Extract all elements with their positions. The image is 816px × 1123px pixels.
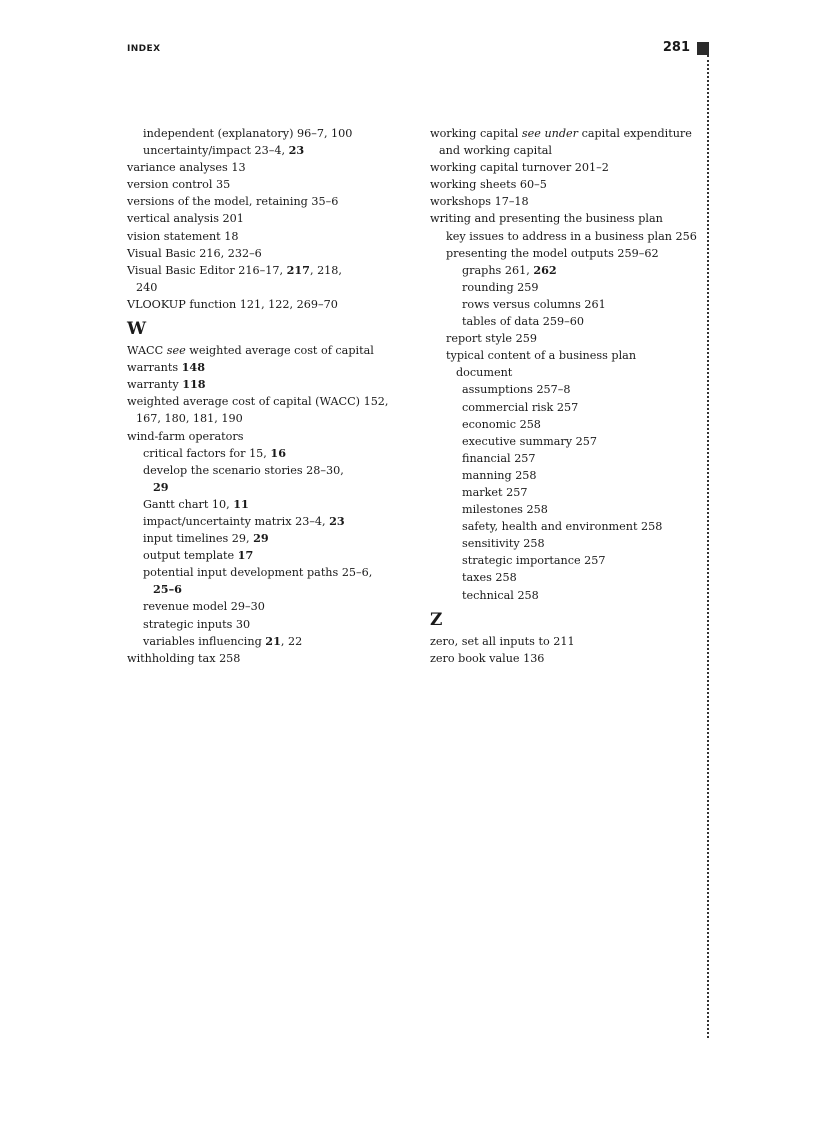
index-entry-text: Visual Basic Editor 216–17,: [127, 263, 287, 277]
index-entry-text: WACC: [127, 344, 167, 358]
index-entry: [127, 393, 412, 427]
index-entry-text: 29: [253, 531, 269, 546]
index-entry: [127, 376, 412, 393]
index-entry-text: working sheets 60–5: [430, 178, 547, 192]
index-entry-text: 23: [288, 143, 305, 158]
index-entry-text: Visual Basic 216, 232–6: [127, 246, 262, 260]
index-entry-text: commercial risk 257: [462, 400, 579, 414]
page-edge-rule: [707, 55, 709, 1038]
index-entry-text: versions of the model, retaining 35–6: [127, 195, 339, 209]
index-entry-text: key issues to address in a business plan 256: [446, 229, 697, 243]
index-entry-text: document: [456, 366, 513, 380]
section-letter: Z: [430, 609, 443, 630]
index-entry-text: revenue model 29–30: [143, 600, 265, 614]
index-entry-text: market 257: [462, 485, 528, 499]
index-entry-text: see: [166, 344, 186, 358]
index-entry-text: 240: [136, 280, 158, 294]
index-entry: [127, 650, 412, 667]
index-entry-text: vertical analysis 201: [127, 212, 244, 226]
index-entry: [430, 569, 695, 586]
index-entry-text: 23: [329, 513, 345, 528]
index-entry: [430, 399, 695, 416]
index-entry-text: 11: [233, 496, 249, 511]
index-entry: [127, 513, 412, 530]
index-entry: [127, 228, 412, 245]
index-entry-text: working capital turnover 201–2: [430, 161, 609, 175]
index-entry-text: economic 258: [462, 417, 541, 431]
index-entry-text: VLOOKUP function 121, 122, 269–70: [127, 297, 338, 311]
index-entry-text: critical factors for 15,: [143, 446, 271, 460]
index-entry: [127, 176, 412, 193]
index-entry-text: withholding tax 258: [127, 651, 241, 665]
page-number: 281: [662, 40, 690, 55]
index-entry: [430, 125, 695, 159]
index-entry: [430, 228, 695, 245]
index-entry-text: warrants: [127, 361, 182, 375]
index-entry-text: capital expenditure: [578, 127, 692, 140]
index-entry: [430, 501, 695, 518]
index-entry: [127, 616, 412, 633]
index-column-right: [430, 125, 695, 667]
index-entry-text: graphs 261,: [462, 263, 534, 277]
index-entry-text: , 22: [280, 634, 303, 648]
index-entry-text: strategic importance 257: [462, 554, 606, 568]
index-entry-text: vision statement 18: [127, 229, 239, 243]
index-entry-text: assumptions 257–8: [462, 383, 571, 397]
index-entry: [127, 359, 412, 376]
index-entry: [430, 193, 695, 210]
index-entry-text: 21: [265, 633, 281, 648]
index-entry: [430, 330, 695, 347]
index-entry-text: financial 257: [462, 451, 536, 465]
index-entry: [127, 530, 412, 547]
index-entry-text: writing and presenting the business plan: [430, 212, 663, 226]
index-entry: [127, 296, 412, 313]
index-entry: [430, 416, 695, 433]
index-entry: [430, 279, 695, 296]
index-entry-text: tables of data 259–60: [462, 315, 584, 329]
index-entry: [127, 193, 412, 210]
index-entry-text: weighted average cost of capital (WACC) 152,: [127, 395, 389, 409]
index-entry: [127, 564, 412, 598]
index-entry-text: uncertainty/impact 23–4,: [143, 144, 289, 158]
index-entry: [127, 547, 412, 564]
index-entry-text: independent (explanatory) 96–7, 100: [143, 127, 353, 140]
index-entry: [430, 176, 695, 193]
index-entry-text: safety, health and environment 258: [462, 520, 663, 534]
index-entry: [430, 467, 695, 484]
index-entry: [430, 450, 695, 467]
index-entry: [430, 518, 695, 535]
index-entry-text: develop the scenario stories 28–30,: [143, 463, 344, 477]
index-entry: [430, 484, 695, 501]
index-entry-text: 25–6: [153, 582, 182, 597]
index-entry: [127, 210, 412, 227]
index-entry-text: 17: [237, 548, 254, 563]
index-entry: [127, 245, 412, 262]
index-entry-text: see under: [521, 127, 579, 140]
index-entry: [430, 347, 695, 381]
index-entry: [127, 633, 412, 650]
index-entry-text: 148: [181, 360, 205, 375]
index-entry-text: rows versus columns 261: [462, 297, 606, 311]
index-entry-text: working capital: [430, 127, 522, 140]
index-entry-text: Gantt chart 10,: [143, 497, 234, 511]
index-entry-text: taxes 258: [462, 571, 517, 585]
index-entry: [127, 462, 412, 496]
index-entry: [127, 496, 412, 513]
index-entry-text: 118: [182, 377, 206, 392]
index-entry-text: zero, set all inputs to 211: [430, 634, 575, 648]
index-entry-text: milestones 258: [462, 503, 548, 517]
index-entry-text: variance analyses 13: [127, 161, 246, 175]
index-entry-text: technical 258: [462, 588, 539, 602]
index-entry: [430, 650, 695, 667]
index-entry-text: executive summary 257: [462, 434, 598, 448]
index-entry-text: sensitivity 258: [462, 537, 545, 551]
index-entry-text: report style 259: [446, 332, 537, 346]
index-entry-text: presenting the model outputs 259–62: [446, 246, 659, 260]
index-entry-text: wind-farm operators: [127, 429, 244, 443]
thumb-tab-marker: [697, 42, 709, 55]
index-entry-text: rounding 259: [462, 280, 539, 294]
index-entry-text: 167, 180, 181, 190: [136, 412, 243, 426]
index-entry: [430, 262, 695, 279]
section-letter: W: [127, 319, 147, 340]
index-entry: [430, 381, 695, 398]
index-entry-text: impact/uncertainty matrix 23–4,: [143, 514, 330, 528]
index-entry-text: manning 258: [462, 468, 537, 482]
index-entry: [127, 342, 412, 359]
index-entry: [127, 428, 412, 445]
index-entry-text: zero book value 136: [430, 651, 545, 665]
index-entry-continuation: [430, 142, 695, 159]
index-entry: [430, 159, 695, 176]
index-entry-text: typical content of a business plan: [446, 349, 637, 363]
index-entry-text: 262: [533, 262, 557, 277]
index-entry-text: output template: [143, 549, 238, 563]
index-entry-continuation: [446, 364, 695, 381]
index-entry-text: and working capital: [439, 144, 552, 158]
index-entry-text: version control 35: [127, 178, 231, 192]
index-entry: [430, 313, 695, 330]
index-entry: [127, 159, 412, 176]
index-entry: [127, 445, 412, 462]
index-entry: [430, 433, 695, 450]
index-entry-text: variables influencing: [143, 634, 266, 648]
index-entry-text: input timelines 29,: [143, 532, 254, 546]
index-entry-text: , 218,: [309, 263, 342, 277]
index-entry: [430, 210, 695, 227]
index-entry-continuation: [127, 279, 412, 296]
index-entry: [430, 535, 695, 552]
index-entry-text: strategic inputs 30: [143, 617, 251, 631]
index-entry-text: workshops 17–18: [430, 195, 529, 209]
index-entry: [430, 552, 695, 569]
index-entry: [430, 296, 695, 313]
index-entry-text: 29: [153, 479, 169, 494]
index-entry-text: warranty: [127, 378, 183, 392]
index-entry: [430, 587, 695, 604]
index-entry: [127, 125, 412, 142]
index-entry-continuation: [127, 410, 412, 427]
running-header: INDEX: [127, 44, 161, 54]
index-entry-text: weighted average cost of capital: [185, 344, 374, 358]
index-entry: [430, 245, 695, 262]
index-entry: [430, 633, 695, 650]
index-entry-continuation: [143, 581, 412, 598]
index-entry-text: potential input development paths 25–6,: [143, 566, 373, 580]
index-entry: [127, 262, 412, 296]
index-entry-text: 217: [286, 262, 310, 277]
index-entry: [127, 142, 412, 159]
index-entry-text: 16: [270, 445, 286, 460]
index-column-left: [127, 125, 412, 667]
index-entry: [127, 598, 412, 615]
index-entry-continuation: [143, 479, 412, 496]
